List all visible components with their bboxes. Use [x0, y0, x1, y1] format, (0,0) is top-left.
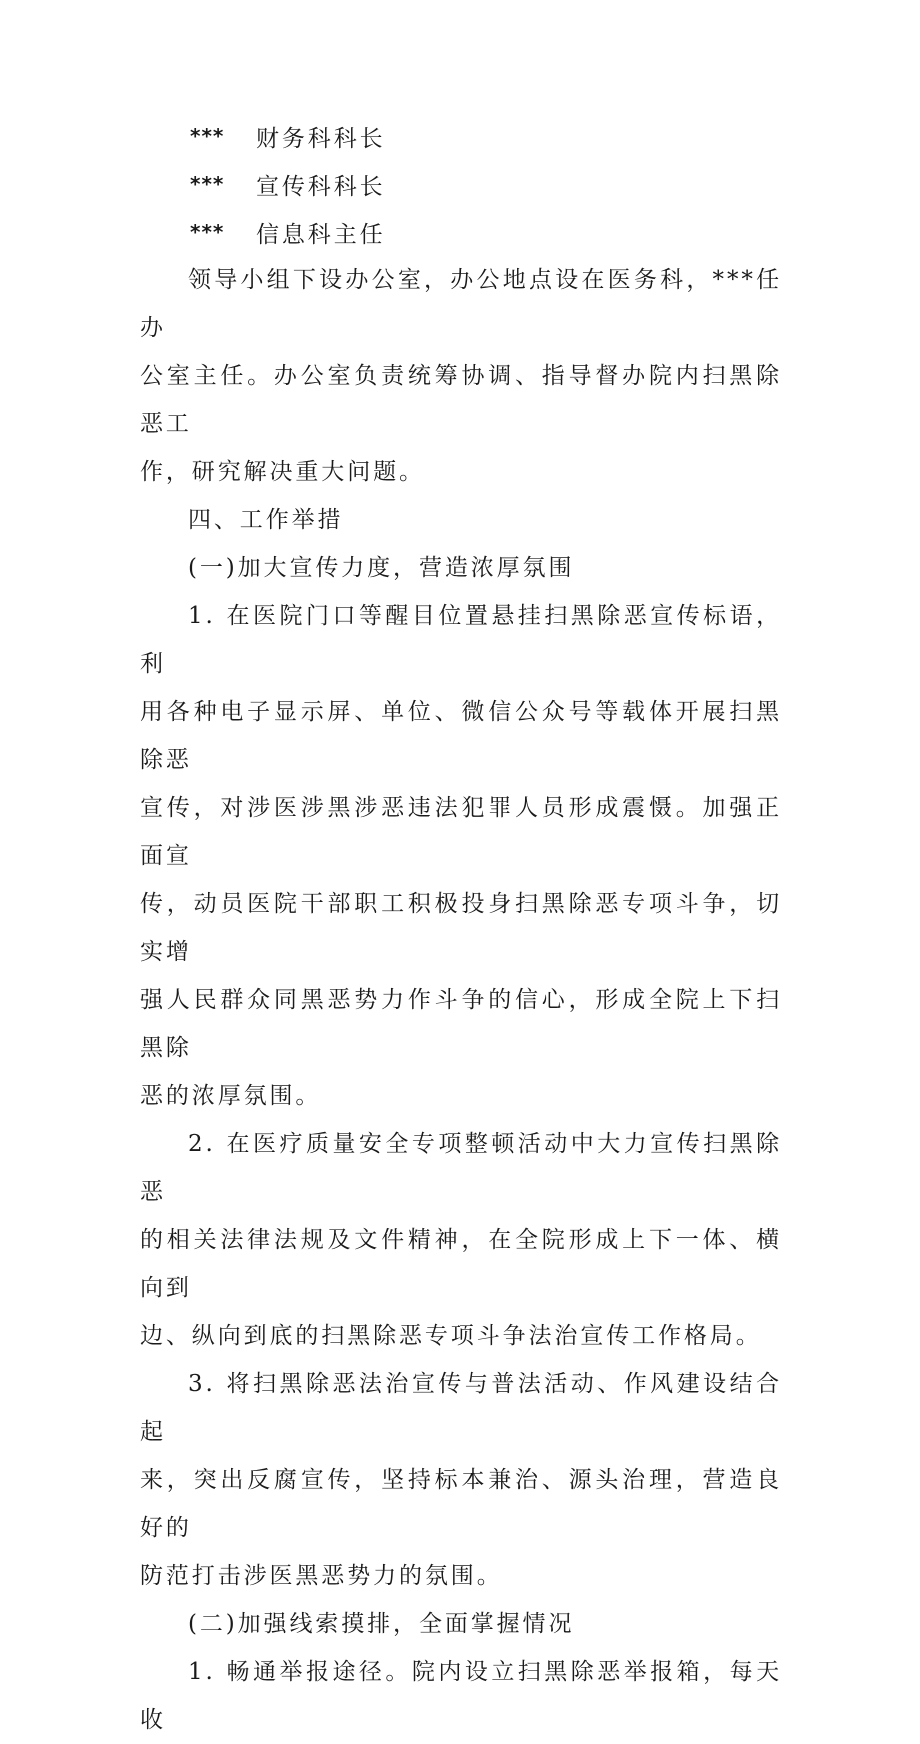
item-paragraph: 1. 畅通举报途径。院内设立扫黑除恶举报箱，每天收 — [140, 1659, 782, 1733]
section-heading: 四、工作举措 — [188, 507, 344, 533]
office-paragraph — [140, 256, 782, 496]
item-paragraph — [140, 1120, 782, 1360]
member-row — [140, 160, 782, 208]
item-paragraph — [140, 1360, 782, 1600]
text-line: 来，突出反腐宣传，坚持标本兼治、源头治理，营造良好的 — [140, 1467, 782, 1541]
text-line: 作，研究解决重大问题。 — [140, 459, 425, 485]
text-line: 3. 将扫黑除恶法治宣传与普法活动、作风建设结合起 — [140, 1371, 782, 1445]
text-line: 强人民群众同黑恶势力作斗争的信心，形成全院上下扫黑除 — [140, 987, 782, 1061]
text-line: 宣传，对涉医涉黑涉恶违法犯罪人员形成震慑。加强正面宣 — [140, 795, 782, 869]
text-line: 1. 在医院门口等醒目位置悬挂扫黑除恶宣传标语，利 — [140, 603, 782, 677]
text-line: 恶的浓厚氛围。 — [140, 1083, 322, 1109]
member-title: 财务科科长 — [256, 125, 386, 152]
member-name: *** — [190, 220, 225, 244]
text-line: 领导小组下设办公室，办公地点设在医务科，***任办 — [140, 267, 782, 341]
text-line: 传，动员医院干部职工积极投身扫黑除恶专项斗争，切实增 — [140, 891, 782, 965]
text-line: 用各种电子显示屏、单位、微信公众号等载体开展扫黑除恶 — [140, 699, 782, 773]
member-title: 信息科主任 — [256, 221, 386, 248]
text-line: 的相关法律法规及文件精神，在全院形成上下一体、横向到 — [140, 1227, 782, 1301]
text-line: 防范打击涉医黑恶势力的氛围。 — [140, 1563, 503, 1589]
member-name: *** — [190, 124, 225, 148]
text-line: 2. 在医疗质量安全专项整顿活动中大力宣传扫黑除恶 — [140, 1131, 782, 1205]
member-row — [140, 208, 782, 256]
member-title: 宣传科科长 — [256, 173, 386, 200]
member-name: *** — [190, 172, 225, 196]
item-paragraph — [140, 592, 782, 1120]
subsection-heading: (一)加大宣传力度，营造浓厚氛围 — [188, 555, 575, 581]
document-page — [140, 112, 782, 1744]
member-row — [140, 112, 782, 160]
text-line: 公室主任。办公室负责统筹协调、指导督办院内扫黑除恶工 — [140, 363, 782, 437]
text-line: 边、纵向到底的扫黑除恶专项斗争法治宣传工作格局。 — [140, 1323, 762, 1349]
subsection-heading: (二)加强线索摸排，全面掌握情况 — [188, 1611, 575, 1637]
